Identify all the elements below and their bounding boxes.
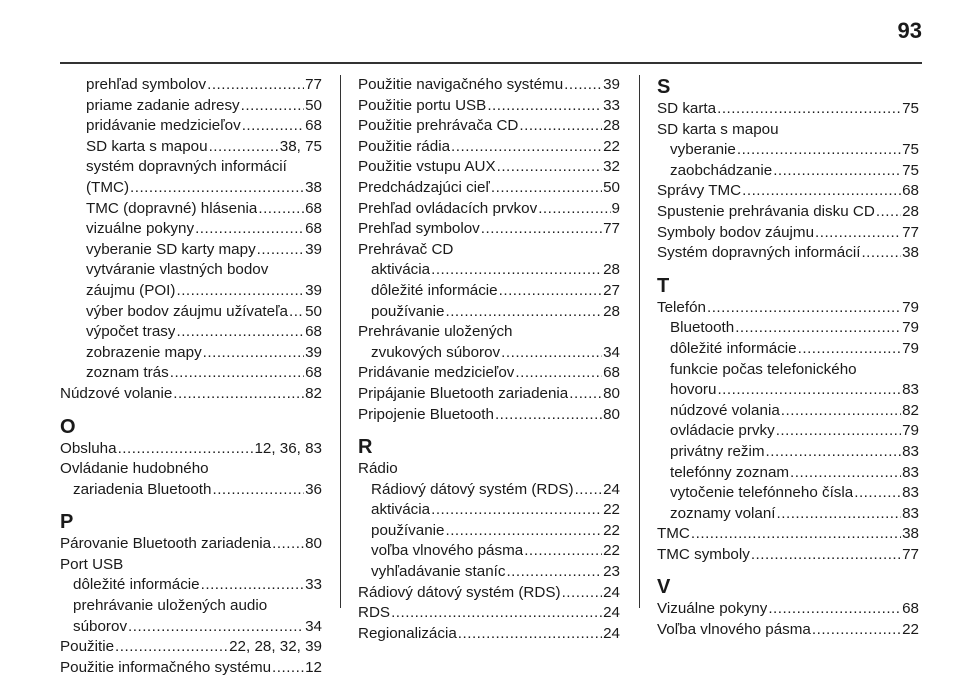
index-entry-page: 28: [603, 302, 620, 320]
index-entry-term: Systém dopravných informácií: [657, 244, 861, 262]
index-entry-term: Bluetooth: [670, 319, 735, 337]
index-entry-term: Núdzové volanie: [60, 384, 173, 402]
index-entry-term: vyberanie SD karty mapy: [86, 240, 256, 258]
index-entry-term: Pridávanie medzicieľov: [358, 364, 515, 382]
index-entry: [657, 380, 919, 401]
index-entry-term: používanie: [371, 521, 445, 539]
index-entry-page: 28: [603, 261, 620, 279]
dot-leader: [498, 281, 602, 302]
dot-leader: [271, 658, 304, 678]
dot-leader: [716, 380, 901, 401]
index-entry-term: zoznamy volaní: [670, 504, 776, 522]
dot-leader: [175, 281, 304, 302]
index-entry-term: používanie: [371, 302, 445, 320]
index-entry: [358, 384, 620, 405]
index-entry-text: Ovládanie hudobného: [60, 460, 209, 478]
index-entry: [60, 137, 322, 158]
index-entry-term: Spustenie prehrávania disku CD: [657, 202, 875, 220]
dot-leader: [814, 223, 901, 244]
index-entry: [657, 339, 919, 360]
dot-leader: [789, 463, 901, 484]
index-column-2: [358, 75, 620, 644]
index-entry: [657, 202, 919, 223]
index-entry-page: 38: [902, 525, 919, 543]
index-entry: [358, 75, 620, 96]
index-entry-term: vytočenie telefónneho čísla: [670, 484, 854, 502]
section-letter: R: [358, 436, 373, 459]
index-entry-term: SD karta: [657, 100, 717, 117]
index-entry-page: 68: [603, 364, 620, 382]
index-entry-term: zoznam trás: [86, 364, 169, 382]
index-entry: [657, 483, 919, 504]
index-entry: [358, 343, 620, 364]
dot-leader: [202, 343, 304, 364]
index-entry: [60, 219, 322, 240]
index-entry: [60, 575, 322, 596]
index-entry-term: ovládacie prvky: [670, 422, 775, 440]
index-entry-page: 80: [603, 405, 620, 423]
dot-leader: [765, 442, 902, 463]
index-entry-term: Pripájanie Bluetooth zariadenia: [358, 384, 569, 402]
dot-leader: [240, 96, 304, 117]
index-entry-page: 39: [305, 281, 322, 299]
index-entry-term: zobrazenie mapy: [86, 343, 202, 361]
index-entry: [657, 99, 919, 120]
index-entry: [60, 637, 322, 658]
index-entry: [657, 318, 919, 339]
index-entry-term: hovoru: [670, 381, 717, 399]
dot-leader: [256, 240, 304, 261]
index-entry-term: privátny režim: [670, 442, 765, 460]
index-entry: [358, 199, 620, 220]
index-entry-page: 23: [603, 563, 620, 581]
index-entry: [657, 504, 919, 525]
index-entry: [60, 96, 322, 117]
index-entry-page: 79: [902, 319, 919, 337]
index-entry-page: 39: [305, 240, 322, 258]
index-entry: [358, 137, 620, 158]
index-entry-page: 34: [603, 343, 620, 361]
index-entry-page: 9: [611, 199, 620, 217]
index-entry-term: zvukových súborov: [371, 343, 501, 361]
index-entry-term: súborov: [73, 617, 128, 635]
index-entry-page: 79: [902, 298, 919, 316]
index-entry-term: aktivácia: [371, 261, 431, 279]
index-entry-text: SD karta s mapou: [657, 120, 779, 138]
header-rule: [60, 62, 922, 64]
dot-leader: [490, 178, 602, 199]
index-entry-page: 83: [902, 484, 919, 502]
dot-leader: [200, 575, 304, 596]
index-entry-term: Párovanie Bluetooth zariadenia: [60, 535, 272, 553]
dot-leader: [736, 140, 901, 161]
index-entry-term: TMC (dopravné) hlásenia: [86, 199, 258, 217]
dot-leader: [175, 322, 304, 343]
index-entry: [60, 480, 322, 501]
index-entry-page: 38: [305, 178, 322, 196]
index-entry-text: prehrávanie uložených audio: [73, 597, 268, 615]
dot-leader: [241, 116, 304, 137]
index-entry-term: (TMC): [86, 178, 130, 196]
index-entry-term: Použitie portu USB: [358, 96, 487, 114]
index-entry: [358, 281, 620, 302]
index-entry: [358, 260, 620, 281]
index-entry-term: Voľba vlnového pásma: [657, 621, 811, 639]
index-entry-term: Použitie informačného systému: [60, 658, 272, 676]
index-entry-term: Regionalizácia: [358, 624, 457, 642]
index-entry-text: Port USB: [60, 555, 124, 573]
index-entry-term: Pripojenie Bluetooth: [358, 405, 494, 423]
index-entry: [358, 500, 620, 521]
index-entry-page: 68: [305, 199, 322, 217]
section-letter: V: [657, 576, 671, 599]
index-entry-text: Prehrávač CD: [358, 240, 454, 258]
index-entry-term: Použitie rádia: [358, 137, 451, 155]
index-entry: [60, 534, 322, 555]
index-entry-term: TMC symboly: [657, 545, 750, 563]
index-entry-page: 50: [305, 96, 322, 114]
index-entry-text: funkcie počas telefonického: [670, 360, 857, 378]
dot-leader: [127, 617, 304, 638]
index-entry-term: vyhľadávanie staníc: [371, 563, 506, 581]
dot-leader: [390, 603, 602, 624]
index-entry-page: 39: [305, 343, 322, 361]
index-entry-term: výber bodov záujmu užívateľa: [86, 302, 288, 320]
index-entry-page: 22: [603, 521, 620, 539]
dot-leader: [496, 157, 602, 178]
index-entry-page: 28: [902, 202, 919, 220]
dot-leader: [430, 500, 602, 521]
index-entry-term: vyberanie: [670, 141, 736, 159]
dot-leader: [537, 199, 610, 220]
index-entry-page: 22: [603, 137, 620, 155]
dot-leader: [494, 405, 602, 426]
index-entry: [358, 363, 620, 384]
index-entry: [657, 140, 919, 161]
dot-leader: [271, 534, 304, 555]
index-entry-term: Správy TMC: [657, 182, 742, 200]
index-entry: [60, 281, 322, 302]
index-entry: [358, 157, 620, 178]
index-entry-term: prehľad symbolov: [86, 76, 207, 93]
index-entry-term: vizuálne pokyny: [86, 220, 195, 238]
dot-leader: [561, 583, 603, 604]
index-entry: [60, 75, 322, 96]
index-entry: [60, 384, 322, 405]
index-entry-page: 22: [902, 621, 919, 639]
index-entry-text: systém dopravných informácií: [86, 158, 287, 176]
index-entry: [60, 363, 322, 384]
index-entry-term: TMC: [657, 525, 690, 543]
index-entry: [657, 524, 919, 545]
section-letter: P: [60, 511, 74, 534]
index-entry: [358, 583, 620, 604]
index-entry-page: 68: [902, 600, 919, 618]
index-entry-term: Rádiový dátový systém (RDS): [371, 480, 574, 498]
dot-leader: [194, 219, 304, 240]
section-letter: S: [657, 76, 671, 98]
index-entry-term: záujmu (POI): [86, 281, 176, 299]
dot-leader: [797, 339, 901, 360]
index-entry-page: 22: [603, 542, 620, 560]
dot-leader: [257, 199, 304, 220]
index-entry-page: 34: [305, 617, 322, 635]
index-entry-page: 39: [603, 76, 620, 93]
index-entry-page: 83: [902, 381, 919, 399]
index-column-1: [60, 75, 322, 678]
index-entry-term: SD karta s mapou: [86, 137, 208, 155]
index-entry-page: 50: [305, 302, 322, 320]
index-entry: [657, 421, 919, 442]
index-entry-term: telefónny zoznam: [670, 463, 790, 481]
dot-leader: [450, 137, 602, 158]
index-entry: [60, 658, 322, 678]
dot-leader: [211, 480, 304, 501]
index-entry-term: dôležité informácie: [371, 281, 498, 299]
index-entry: [657, 401, 919, 422]
index-entry-term: pridávanie medzicieľov: [86, 117, 241, 135]
index-entry: [358, 116, 620, 137]
index-entry: [657, 599, 919, 620]
index-entry: [657, 620, 919, 641]
dot-leader: [734, 318, 901, 339]
index-entry: [60, 116, 322, 137]
index-entry: [60, 439, 322, 460]
index-entry-page: 24: [603, 624, 620, 642]
index-entry-page: 38: [902, 244, 919, 262]
index-entry: [60, 199, 322, 220]
dot-leader: [772, 161, 901, 182]
index-entry-page: 75: [902, 161, 919, 179]
index-entry-page: 77: [305, 76, 322, 93]
index-entry-page: 24: [603, 583, 620, 601]
index-entry-term: Predchádzajúci cieľ: [358, 178, 490, 196]
index-entry: [358, 178, 620, 199]
index-entry: [657, 545, 919, 566]
index-entry-term: Prehľad ovládacích prvkov: [358, 199, 538, 217]
index-entry-term: dôležité informácie: [73, 576, 200, 594]
index-entry-term: Prehľad symbolov: [358, 220, 480, 238]
index-entry-page: 79: [902, 339, 919, 357]
index-entry-term: výpočet trasy: [86, 323, 176, 341]
index-entry: [358, 603, 620, 624]
index-entry: [60, 302, 322, 323]
dot-leader: [117, 439, 254, 460]
index-entry: [657, 442, 919, 463]
index-entry-page: 68: [305, 117, 322, 135]
index-entry-text: vytváranie vlastných bodov: [86, 261, 269, 279]
index-entry-page: 77: [902, 223, 919, 241]
index-entry-page: 22, 28, 32, 39: [229, 638, 322, 656]
index-entry-page: 68: [902, 182, 919, 200]
index-entry: [358, 521, 620, 542]
index-entry-page: 12, 36, 83: [254, 439, 322, 457]
index-entry-term: Rádiový dátový systém (RDS): [358, 583, 561, 601]
index-entry: [657, 161, 919, 182]
index-entry: [60, 178, 322, 199]
index-entry-page: 79: [902, 422, 919, 440]
index-entry-term: Symboly bodov záujmu: [657, 223, 815, 241]
dot-leader: [523, 541, 602, 562]
index-entry-page: 27: [603, 281, 620, 299]
index-entry-page: 68: [305, 323, 322, 341]
dot-leader: [750, 545, 901, 566]
section-letter: T: [657, 274, 670, 297]
index-entry-page: 82: [305, 384, 322, 402]
index-entry-text: Rádio: [358, 460, 398, 478]
index-entry-term: Obsluha: [60, 439, 117, 457]
dot-leader: [169, 363, 304, 384]
index-entry-page: 75: [902, 141, 919, 159]
dot-leader: [563, 75, 602, 96]
index-entry-page: 83: [902, 463, 919, 481]
dot-leader: [288, 302, 304, 323]
index-entry-term: Použitie vstupu AUX: [358, 158, 496, 176]
index-entry-page: 77: [603, 220, 620, 238]
dot-leader: [860, 243, 901, 264]
dot-leader: [208, 137, 279, 158]
dot-leader: [172, 384, 304, 405]
dot-leader: [486, 96, 602, 117]
dot-leader: [716, 99, 901, 120]
index-entry: [358, 405, 620, 426]
dot-leader: [776, 504, 902, 525]
dot-leader: [811, 620, 901, 641]
index-entry-page: 24: [603, 604, 620, 622]
dot-leader: [853, 483, 901, 504]
dot-leader: [430, 260, 602, 281]
index-entry: [60, 240, 322, 261]
index-entry-term: zaobchádzanie: [670, 161, 773, 179]
index-entry-term: voľba vlnového pásma: [371, 542, 524, 560]
index-entry-page: 36: [305, 480, 322, 498]
dot-leader: [206, 75, 304, 96]
page-number: 93: [897, 18, 922, 43]
index-entry-term: aktivácia: [371, 501, 431, 519]
index-entry-term: núdzové volania: [670, 401, 780, 419]
dot-leader: [741, 181, 901, 202]
index-entry-page: 38, 75: [279, 137, 322, 155]
index-entry-page: 28: [603, 117, 620, 135]
dot-leader: [568, 384, 602, 405]
index-entry-term: RDS: [358, 604, 391, 622]
index-entry: [60, 617, 322, 638]
dot-leader: [444, 302, 602, 323]
index-entry: [60, 343, 322, 364]
index-entry-term: zariadenia Bluetooth: [73, 480, 212, 498]
dot-leader: [775, 421, 901, 442]
dot-leader: [444, 521, 602, 542]
index-entry: [358, 302, 620, 323]
dot-leader: [875, 202, 901, 223]
dot-leader: [767, 599, 901, 620]
index-entry: [60, 322, 322, 343]
index-entry: [358, 480, 620, 501]
index-entry-page: 68: [305, 364, 322, 382]
dot-leader: [457, 624, 602, 645]
index-entry-page: 68: [305, 220, 322, 238]
index-entry-page: 33: [603, 96, 620, 114]
index-entry-page: 24: [603, 480, 620, 498]
dot-leader: [129, 178, 304, 199]
index-entry-page: 12: [305, 658, 322, 676]
index-entry-term: Použitie prehrávača CD: [358, 117, 519, 135]
dot-leader: [574, 480, 603, 501]
index-entry-page: 80: [603, 384, 620, 402]
index-entry-term: Použitie navigačného systému: [358, 76, 564, 93]
index-entry: [657, 463, 919, 484]
index-column-3: [657, 75, 919, 641]
dot-leader: [505, 562, 602, 583]
index-entry: [657, 181, 919, 202]
dot-leader: [514, 363, 602, 384]
section-letter: O: [60, 415, 76, 438]
dot-leader: [500, 343, 602, 364]
index-entry-page: 80: [305, 535, 322, 553]
dot-leader: [706, 298, 901, 319]
dot-leader: [114, 637, 228, 658]
index-entry: [358, 219, 620, 240]
index-entry: [657, 243, 919, 264]
index-entry-page: 75: [902, 100, 919, 117]
index-entry-page: 50: [603, 178, 620, 196]
index-entry: [358, 96, 620, 117]
index-entry-page: 33: [305, 576, 322, 594]
index-entry-term: Použitie: [60, 638, 115, 656]
dot-leader: [690, 524, 901, 545]
index-entry-term: priame zadanie adresy: [86, 96, 240, 114]
index-entry-page: 83: [902, 442, 919, 460]
dot-leader: [780, 401, 901, 422]
index-entry-page: 77: [902, 545, 919, 563]
index-entry-term: Vizuálne pokyny: [657, 600, 768, 618]
dot-leader: [480, 219, 602, 240]
index-entry-page: 83: [902, 504, 919, 522]
index-entry: [657, 298, 919, 319]
index-entry-text: Prehrávanie uložených: [358, 323, 513, 341]
index-entry-term: Telefón: [657, 298, 706, 316]
index-entry-term: dôležité informácie: [670, 339, 797, 357]
index-entry: [358, 541, 620, 562]
index-entry: [358, 624, 620, 645]
index-entry: [657, 223, 919, 244]
dot-leader: [518, 116, 602, 137]
index-entry-page: 82: [902, 401, 919, 419]
index-entry-page: 32: [603, 158, 620, 176]
index-entry-page: 22: [603, 501, 620, 519]
column-divider: [340, 75, 341, 608]
column-divider: [639, 75, 640, 608]
index-entry: [358, 562, 620, 583]
